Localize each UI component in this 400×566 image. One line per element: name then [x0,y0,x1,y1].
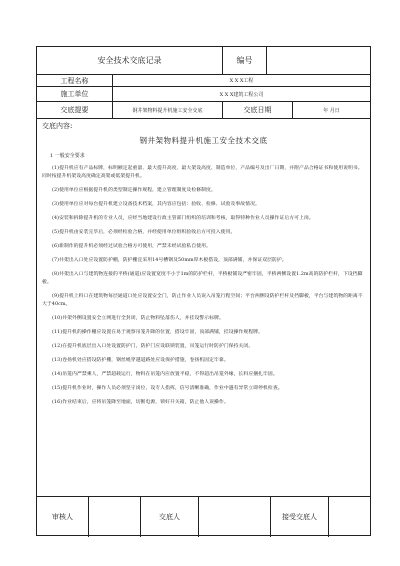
paragraph: (3)使用单位应对每台提升机建立设备技术档案，其内容应包括：验收、检修、试验及事故情况。 [52,202,260,207]
project-value: X X X工程 [229,78,254,84]
paragraph: (11)提升机的操作棚应设置在易于观察吊笼升降的位置，搭设牢固，顶部满铺，挂设操作规程牌。 [52,330,264,335]
receiver-label: 接受交底人 [271,497,329,537]
reviewer-label: 审核人 [37,497,89,537]
summary-row [37,102,370,119]
date-value: 年 月日 [323,107,340,114]
summary-label: 交底提要 [37,102,113,118]
paragraph: (5)提升机由安装完毕后，必须经检验合格，并经使用单位组织验收后方可投入使用。 [52,230,236,235]
paragraph: (13)卷扬机处应搭设防护棚，钢丝绳穿越道路处应设保护措施，卷扬机固定牢靠。 [52,358,229,363]
project-label: 工程名称 [37,75,113,86]
reviewer-value [89,497,141,537]
paragraph: (10)井架外侧设置安全立网进行全封闭，防止物料坠落伤人，并挂设警示标牌。 [52,316,224,321]
project-row [37,75,370,87]
paragraph: (14)吊笼内严禁乘人，严禁超载运行，物料在吊笼内应放置平稳，不得超出吊笼外缘，长料应捆扎牢固。 [52,372,278,377]
summary-value: 钢井架物料提升机施工安全交底 [113,102,223,118]
paragraph: (15)提升机作业时，操作人员必须坚守岗位，设专人指挥，信号清晰准确，作业中遇有异常立即停机检查。 [52,386,283,391]
paragraph: (1)提升机应有产品标牌，标明额定起重量、最大提升高度、最大架设高度、制造单位、产品编号及出厂日期，并附产品合格证书和使用说明书。同时按提升机架设高度确定高架或低架提升机。 [42,166,363,179]
paragraph: (6)新制作的提升机必须经过试验合格方可使用，严禁未经试验私自使用。 [52,244,211,249]
paragraph: (4)安装和拆除提升机的专业人员，应经当地建设行政主管部门组织的培训和考核，取得特种作业人员操作证后方可上岗。 [52,216,314,221]
discloser-value [199,497,271,537]
unit-value: X X X建筑工程公司 [219,91,264,98]
content-title: 钢井架物料提升机施工安全技术交底 [139,136,268,145]
section-heading: 1 一般安全要求 [50,153,85,159]
disclosure-content [37,119,370,497]
number-value [267,47,370,74]
paragraph: (2)使用单位应根据提升机的类型制定操作规程，建立管理制度及检修制度。 [52,188,216,193]
unit-label: 施工单位 [37,87,113,101]
disclosure-form [36,46,371,536]
paragraph: (8)井架出入口与建筑物连接的平桥(通道)应设置宽度不小于1m的防护栏杆，平桥板铺设严密牢固，平桥两侧设置1.2m高的防护栏杆，下设挡脚板。 [42,272,363,285]
document-title: 安全技术交底记录 [37,47,223,74]
paragraph: (9)提升机上料口在建筑物每层通道口处应设置安全门，防止作业人员误入吊笼行程空间；平台两侧设防护栏杆及挡脚板，平台与建筑物的距离不大于40cm。 [42,294,363,307]
unit-row [37,87,370,102]
number-label: 编号 [223,47,267,74]
receiver-value [329,497,370,537]
date-label: 交底日期 [223,102,293,118]
signature-row [37,497,370,537]
header-row [37,47,370,75]
content-label: 交底内容: [42,122,73,130]
discloser-label: 交底人 [141,497,199,537]
paragraph: (12)在提升机底层出入口处设置防护门，防护门应设联锁装置，吊笼运行时防护门保持关闭。 [52,344,254,349]
paragraph: (16)作业结束后，应将吊笼降至地面，切断电源，锁好开关箱，防止他人误操作。 [52,400,229,405]
paragraph: (7)井架出入口处应设置防护棚，防护棚宜采用14号槽钢及50mm厚木板搭设，顶部满铺，并保证双层防护。 [52,258,287,263]
